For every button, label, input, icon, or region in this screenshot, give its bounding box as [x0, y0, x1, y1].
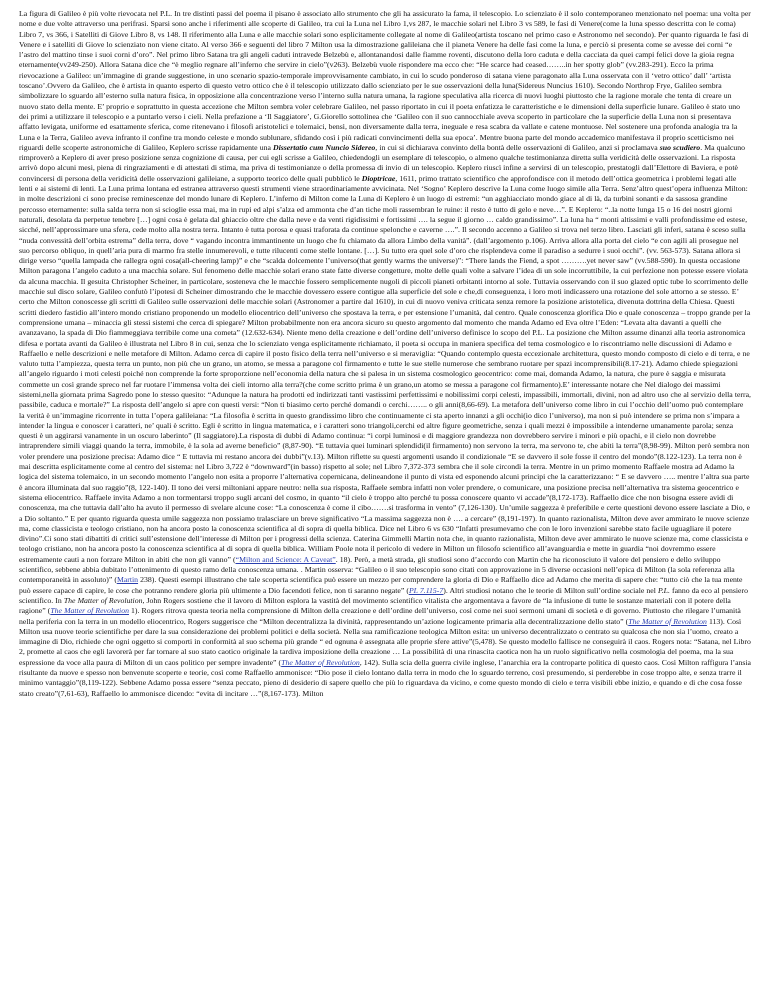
text-run: , 142). Sulla scia della guerra civile inglese, l’anarchia era la controparte politica di questo caos. Così Milton raffigura l’ansia risultante da nuove e spesso non benvenute scoperte e teorie, così come Raffaello ammonisce: “Dio pose il cielo lontano dalla terra in modo che lo sguardo terreno, così presumendo, si perderebbe in cose troppo alte, e senza trarre il minimo vantaggio”(8,119-122). Sebbene Adamo possa essere “senza peccato, pieno di desiderio di sapere quello che più lo riguardava da vicino, e come questo mondo di cielo e terra visibili ebbe inizio, e quando e di che cosa fosse stato creato”(7,61-63), Raffaello lo ammonisce dicendo: “evita di incitare …”(8,167-173). Milton: [19, 657, 751, 698]
link-martin[interactable]: Martin: [116, 575, 139, 585]
body-paragraph: [19, 9, 751, 699]
text-run: , 1611, primo trattato scientifico che approfondisce con il metodo dell’ottica geometrica i problemi legati alle lenti e ai sistemi di lenti. La Luna prima lontana ed estranea attraverso questi strumenti viene straordinariamente avvicinata. Nel ‘Sogno’ Keplero descrive la Luna come luogo simile alla Terra. Senz’altro quest’opera influenza Milton: in molte descrizioni ci sono precise reminescenze del mondo lunare di Keplero. L’inferno di Milton come la Luna di Keplero è un luogo di estremi: “un agghiacciato mondo giace al di là, da turbini sonanti e da sassosa grandine percosso eternamente: sulla salda terra non si scioglie essa mai, ma in rupi ed alpi s’alza ed ammonta che d’an tiche moli rassembran le ruine: il resto è tutto di gelo e neve…”. E Keplero: “..la notte lunga 15 o 16 dei nostri giorni naturali, desolata da perpetue tenebre […] ogni cosa è gelata dal ghiaccio oltre che dalla neve e da venti rigidissimi e fortissimi …. la segue il giorno … caldo grandissimo”. La luna ha “ monti altissimi e valli profondissime ed estese, sicché, nell’approssimare una sfera, cede molto alla nostra terra. Intanto è tutta porosa e quasi traforata da continue spelonche e caverne ….”. Il secondo accenno a Galileo si trova nel terzo libro. Lasciati gli inferi, satana è sceso sulla “nuda convessità dell’orbita estrema” della terra, dove “ vagando incontra immantinente un luogo che fu chiamato da allora Limbo della vanità”. (dall’argomento p.106). Arriva allora alla porta del cielo “e con agili ali prosegue nel suo percorso obliquo, in quell’aria pura di marmo fra stelle innumerevoli, e tutte rilucenti come stelle lontane. […]. Su tutto era quel sole d’oro che risplendeva come il paradiso a sedurre i suoi occhi”. (vv. 563-573). Satana allora si dirige verso “quella lampada che rallegra ogni cosa(all-cheering lamp)” e che “scalda dolcemente l’universo(that gently warms the universe)”: “There lands the Fiend, a spot ……….yet never saw” (vv.588-590). In questa occasione Milton paragona l’angelo caduto a una macchia solare. Sul fenomeno delle macchie solari erano state fatte diverse congetture, molte delle quali volte a salvare l’idea di un sole incorruttibile, la cui perfezione non potesse essere violata da alcuna macchia. Il gesuita Christopher Scheiner, in particolare, sosteneva che le macchie fossero semplicemente nugoli di piccoli pianeti orbitanti intorno al sole. Tuttavia osservando con il suo glazed optic tube lo scorrimento delle macchie sul disco solare, Galileo confutò l’ipotesi di Scheiner dimostrando che le macchie dovessero essere contigue alla superficie del sole e che,di conseguenza, i loro moti indicassero una rotazione del sole attorno a se stesso. E’ certo che Milton conoscesse gli scritti di Galileo sulle osservazioni delle macchie solari (Astronomer a partire dal 1610), in cui di nuovo veniva criticata senza remore la posizione aristotelica, divenuta dottrina della Chiesa. Questi scritti diedero fastidio all’intero mondo cristiano proponendo un modello eliocentrico dell’universo che spostava la terra, e per estensione l’umanità, dal centro. Quale conoscenza glorifica Dio e quale conoscenza – troppo grande per la comprensione umana – minaccia gli stessi sistemi che cerca di spiegare? Milton probabilmente non era ancora sicuro su questo argomento dal momento che manda Adamo ed Eva oltre l’Eden: “Levata alta davanti a quelli che avanzavano, la spada di Dio fiammeggiava terribile come una cometa” (12.632-634). Niente meno della creazione e dell’ordine dell’universo definisce lo scopo del P.L. La posizione che Milton assume dinanzi alla teoria astronomica difesa e portata avanti da Galileo è illustrata nel Libro 8 in cui, senza che lo scienziato venga esplicitamente richiamato, il poeta si occupa in maniera specifica del tema cosmologico e lo riscontriamo nelle discussioni di Adamo e Raffaello e nelle descrizioni e nelle metafore di Milton. Adamo cerca di capire il posto fisico della terra nell’universo e si meraviglia: “Quando contemplo questa eccezionale architettura, questo mondo composto di cielo e di terra, e ne valuto tutta l’ampiezza, questa terra un punto, non più che un grano, un atomo, se messa a paragone col firmamento e tutte le sue stelle numerose che sembrano ruotare per spazi incomprensibili(8.17-21). Adamo chiede spiegazioni all’angelo riguardo i moti celesti poiché non comprende la forte sproporzione nell’economia della natura che si palesa in un sistema cosmologico geocentrico: come mai, domanda Adamo, la natura, che pure è saggia e misurata commette un così grande spreco nel far ruotare l’immensa volta dei cieli intorno alla terra?(che come scritto prima è un grano,un atomo se messa a paragone col firmamento).E’ interessante notare che Nel dialogo dei massimi sistemi,nella giornata prima Sagredo pone lo stesso quesito: “Adunque la natura ha prodotti ed indirizzati tanti vastissimi perfettissimi e nobilissimi corpi celesti, impassibili, immortali, divini, non ad altro uso che al servizio della terra, passibile, caduca e mortale?” La risposta dell’angelo si apre con questi versi: “Non ti biasimo certo perché domandi o cerchi…….. o gli anni(8,66-69). La metafora dell’universo come libro in cui l’occhio dell’uomo può contemplare la verità è un’immagine ricorrente in tutta l’opera galileiana: “La filosofia è scritta in questo grandissimo libro che continuamente ci sta aperto innanzi a gli occhi(io dico l’universo), ma non si può intendere se prima non s’impara a intender la lingua e conoscer i caratteri, ne’ quali è scritto. Egli è scritto in lingua matematica, e i caratteri sono triangoli,cerchi ed altre figure geometriche, senza i quali mezzi è impossibile a intenderne umanamente parola; senza questi è un aggirarsi vanamente in un oscuro laberinto” (Il saggiatore).La risposta di dubbi di Adamo continua: “i corpi luminosi e di maggiore grandezza non dovrebbero servire i minori e più opachi, e il cielo non dovrebbe intraprendere simili viaggi quando la terra, immobile, è la sola ad averne beneficio” (8,87-90). “E tuttavia quei luminari splendidi(il firmamento) non servono la terra, ma servono te, che abiti la terra”(8,98-99). Milton però sembra non voler prendere una posizione precisa: Adamo dice “ E tuttavia mi restano ancora dei dubbi”(v.13). Milton riflette su questi argomenti usando il condizionale “E se davvero il sole fosse il centro del mondo”(8.122-123). La terra non è mai descritta esplicitamente come al centro del sistema: nel Libro 3,722 è “downward”(in basso) rispetto al sole; nel Libro 7,372-373 sembra che il sole circondi la terra. Mentre in un primo momento Raffaele mostra ad Adamo la logica del sistema tolemaico, in un secondo momento l’angelo non esita a proporre l’alternativa copernicana, delineandone il punto di vista ed esponendo alcuni principi che la caratterizzano: “ E se davvero ….. mentre l’altra sua parte è ancora illuminata dal suo raggio”(8, 122-140). Il tono dei versi miltoniani appare neutro: nella sua risposta, Raffaele sembra infatti non voler prendere, o comunicare, una posizione precisa nell’alternativa tra sistema geocentrico e sistema eliocentrico. Raffaele invita Adamo a non tormentarsi troppo sugli arcani del cosmo, in quanto “il cielo è troppo alto perché tu possa conoscere quanto vi accade”(8,172-173). Raffaello dice che non bisogna essere avidi di conoscenza, ma che tuttavia dall’alto ha avuto il permesso di svelare alcune cose: “La conoscenza è come il cibo…….si trasforma in vento” (7,126-130). Un’umile saggezza è preferibile e certe questioni devono essere lasciate a Dio, e a Dio soltanto.” E per quanto riguarda questa umile saggezza non possiamo tralasciare un breve significativo “La massima saggezza non è …. a cercare” (8,191-197). In quanto razionalista, Milton deve aver ammirato le nuove scienze ma, come classicista e teologo cristiano, non ha ancora posto la conoscenza scientifica al di sopra di quella biblica. Dice nel Libro 6 vs 630 “Infatti presumevamo che con le loro invenzioni sarebbe stato facile uguagliare il potere divino”.Ci sono stati dibattiti di critici sull’estensione dell’interesse di Milton per i progressi della scienza. Caterina Gimmelli Martin nota che, in quanto razionalista, Milton deve aver ammirato le nuove scienze ma, come classicista e teologo cristiano, non ha ancora posto la conoscenza scientifica al di sopra di quella biblica. William Poole nota il pericolo di vedere in Milton un filosofo scientifico all’avanguardia e mette in guardia “noi dovremmo essere estremamente cauti a non forzare Milton in abiti che non gli vanno” (: [19, 173, 751, 564]
matter-of-revolution-title: The Matter of Revolution: [63, 595, 143, 605]
text-run: 113). Così Milton usa nuove teorie scientifiche per dare la sua considerazione dei problemi politici e della società. Nella sua ramificazione teologica Milton esita: un universo decentralizzato o centrato su qualcosa che non sia l’uomo, creato a immagine di Dio, richiede che ogni oggetto si comporti in conformità al suo schema più grande “ ed ognuna è assegnata alle proprie sfere attive”(5,478). Se questo modello fallisce ne conseguirà il caos. Rogers nota: “Satana, nel Libro 2, promette al caos che egli lavorerà per far tornare al suo stato caotico originale la tardiva imposizione della creazione … La possibilità di una rinascita caotica non ha un ruolo significativo nella cosmologia del poema, ma la sua espressione da voce alla paura di Milton di un caos politico per sempre invadente” (: [19, 616, 751, 667]
text-run: , in cui si dichiarava convinto della bontà delle osservazioni di Galileo, anzi si proclamava: [375, 142, 660, 152]
link-matter-of-revolution-3[interactable]: The Matter of Revolution: [281, 657, 360, 667]
text-run: . Ma qualcuno rimproverò a Keplero di aver preso posizione senza cognizione di causa, per cui egli scrisse a Galileo, chiedendogli un esemplare di telescopio, o almeno qualche testimonianza diretta sulla veridicità delle osservazioni. La risposta arrivò dopo alcuni mesi, piena di ringraziamenti e di attestati di stima, ma priva di testimonianze o della promessa di invio di un telescopio. Keplero riuscì infine a servirsi di un telescopio, prestatogli dall’Elettore di Baviera, e potè convincersi di persona della veridicità delle osservazioni galileiane, a supporto teorico delle quali pubblicò le: [19, 142, 746, 183]
dissertatio-title: Dissertatio cum Nuncio Sidereo: [272, 142, 376, 152]
dioptricae-title: Dioptricae: [361, 173, 396, 183]
text-run: La figura di Galileo è più volte rievocata nel P.L. In tre distinti passi del poema il pisano è associato allo strumento che gli ha assicurato la fama, il telescopio. Lo scienziato è il solo contemporaneo menzionato nel poema: una volta per nome e due volte attraverso una perifrasi. Sparsi sono anche i riferimenti alle scoperte di Galileo, tra cui la Luna nel Libro 1,vs 287, le macchie solari nel Libro 3 vs 589, le fasi di Venere(come la luna spesso descritta con le coma) Libro 7, vs 366, i Satelliti di Giove Libro 8, vs 148. Il riferimento alla Luna e alle macchie solari sono esplicitamente collegate al nome di Galileo(artista toscano nel primo caso e Astronomo nel secondo). Per quanto riguarda le fasi di Venere e i satelliti di Giove lo scienziato non viene citato. Al verso 366 e seguenti del libro 7 Milton usa la dimostrazione galileiana che il pianeta Venere ha delle fasi come la luna, e perciò si presenta come se avesse dei corni “e l’astro del mattino tinse i suoi corni d’oro”. Nel primo libro Satana tra gli angeli caduti intravede Belzebù e, allontanandosi dalle fiamme roventi, discutono della loro caduta e della cacciata da quei campi felici dove la gioia regna eternamente(vv249-250). Allora Satana dice che “è meglio regnare all’inferno che servire in cielo”(v263). Belzebù vuole rispondere ma ecco che: “He scarce had ceased……..in her spotty glob” (vv.283-291). Ecco la prima rievocazione a Galileo: un’immagine di grande suggestione, in uno scenario spazio-temporale improvvisamente cambiato, in cui lo scudo ponderoso di satana viene paragonato alla Luna osservata con il ‘vetro ottico’ dall’ ‘artista toscano’.Ovvero da Galileo, che è artista in quanto esperto di questo vetro ottico che è il telescopio utilizzato dallo scienziato per le sue osservazioni della luna(Sidereus Nuncius 1610). Secondo Northrop Frye, Galileo sembra simbolizzare lo sguardo all’esterno sulla natura fisica, in opposizione alla concentrazione verso l’interno sulla natura umana, la ragione speculativa alla ricerca di nuovi luoghi piuttosto che la ragione morale che tenta di creare un nuovo stato della mente. E’ proprio e soprattutto in questa accezione che Milton sembra voler celebrare Galileo, nel passo riportato in cui il poeta enfatizza le caratteristiche e le dimensioni della superficie lunare. Galileo è stato uno dei primi a utilizzare il telescopio e a puntarlo verso i cieli. Nella prefazione a ‘Il Saggiatore’, G.Giorello sottolinea che ‘Galileo con il suo cannocchiale aveva scoperto in particolare che la superficie della Luna non si presentava affatto levigata, uniforme ed esattamente sferica, come ritenevano i filosofi aristotelici e tolemaici, bensì, non diversamente dalla terra, ineguale e resa scabra da vallate e catene montuose. Nel sostenere una profonda analogia tra la Luna e la Terra, Galileo aveva infranto il confine tra mondo celeste e mondo sublunare, sfidando così i più radicati convincimenti della sua epoca’. Mentre buona parte del mondo accademico manifestava il proprio scetticismo nei riguardi delle scoperte astronomiche di Galileo, Keplero scrisse rapidamente una: [19, 9, 751, 152]
link-matter-of-revolution-2[interactable]: The Matter of Revolution: [628, 616, 707, 626]
text-run: ). Altri studiosi notano che le teorie di Milton sull’ordine sociale nel: [443, 585, 658, 595]
text-run: 1). Rogers ritrova questa teoria nella comprensione di Milton della creazione e dell’ordine dell’universo, così come nei suoi sermoni umani di società e di governo. Piuttosto che rilegare l’umanità nella periferia con la terra in un modello eliocentrico, Rogers suggerisce che “Milton decentralizza la divinità, rappresentando un’azione logicamente primaria alla decentralizzazione dello stato” (: [19, 606, 741, 626]
text-run: . 18). Però, a metà strada, gli studiosi sono d’accordo con Martin che ha riconosciuto il valore del pensiero e dello sviluppo scientifico, sebbene abbia dubitato l’ottenimento di questo ramo della conoscenza umana. . Martin osserva: “Galileo o il suo telescopio sono citati con approvazione in 5 diverse occasioni nell’epica di Milton (la sola referenza alla contemporaneità in assoluto)” (: [19, 554, 735, 585]
text-run: , John Rogers sostiene che il lavoro di Milton esplora la vastità del movimento scientifico vitalista che argomentava a favore de “la infusione di tutte le sostanze materiali con il potere della ragione” (: [19, 595, 731, 616]
link-milton-science-caveat[interactable]: “Milton and Science: A Caveat”: [235, 554, 336, 564]
text-run: 238). Questi esempi illustrano che tale scoperta scientifica può essere un mezzo per comprendere la gloria di Dio e Raffaello dice ad Adamo che merita di sapere che: “tutto ciò che la tua mente può essere capace di capire, le cose che potranno rendere gloria più ultimente a Dio facendoti felice, non ti saranno negate” (: [19, 575, 743, 595]
text-run: fanno da eco al pensiero scientifico. In: [19, 585, 748, 605]
pl-abbreviation: P.L.: [658, 585, 670, 595]
link-matter-of-revolution-1[interactable]: The Matter of Revolution: [50, 606, 129, 616]
suo-scudiero-emphasis: suo scudiero: [659, 142, 701, 152]
link-pl-7-115[interactable]: PL 7.115-7: [408, 585, 444, 595]
